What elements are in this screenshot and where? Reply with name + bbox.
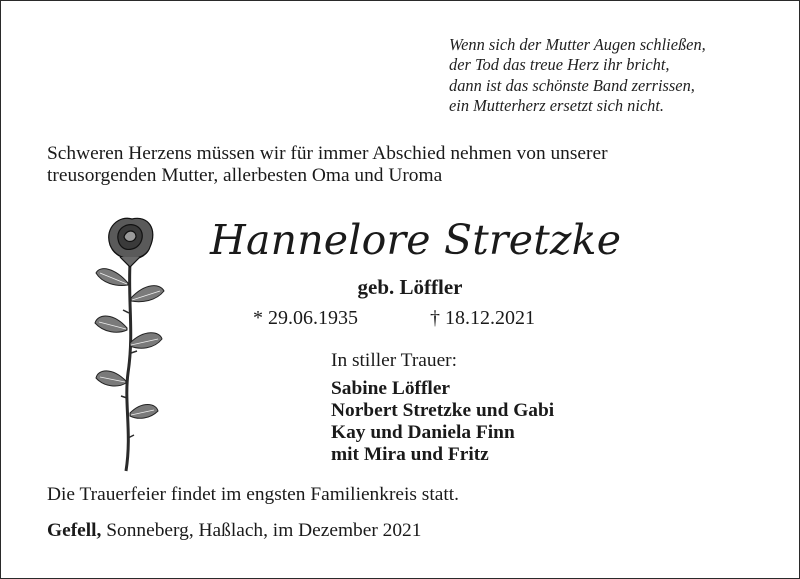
funeral-note: Die Trauerfeier findet im engsten Familienkreis statt. [47, 484, 459, 505]
deceased-name: Hannelore Stretzke [210, 216, 622, 264]
poem-line: Wenn sich der Mutter Augen schließen, [449, 35, 706, 54]
intro-line: treusorgenden Mutter, allerbesten Oma und Uroma [47, 165, 443, 186]
intro-line: Schweren Herzens müssen wir für immer Abschied nehmen von unserer [47, 143, 608, 164]
poem [449, 35, 789, 117]
poem-line: der Tod das treue Herz ihr bricht, [449, 55, 670, 75]
mourning-label: In stiller Trauer: [331, 350, 458, 371]
rose-icon [90, 213, 170, 475]
mourner-name: Kay und Daniela Finn [331, 422, 515, 443]
mourner-name: Sabine Löffler [331, 378, 451, 399]
place-town: Gefell, [47, 520, 102, 541]
birth-date: * 29.06.1935 [253, 307, 358, 329]
mourner-name: mit Mira und Fritz [331, 444, 489, 465]
mourners-list [331, 378, 554, 466]
mourner-name: Norbert Stretzke und Gabi [331, 400, 555, 421]
poem-line: ein Mutterherz ersetzt sich nicht. [449, 96, 665, 116]
intro-text [47, 143, 777, 187]
death-date: † 18.12.2021 [430, 307, 535, 329]
poem-line: dann ist das schönste Band zerrissen, [449, 75, 695, 95]
birth-name: geb. Löffler [357, 275, 463, 299]
place-date [47, 520, 421, 542]
place-rest: Sonneberg, Haßlach, im Dezember 2021 [101, 520, 422, 541]
